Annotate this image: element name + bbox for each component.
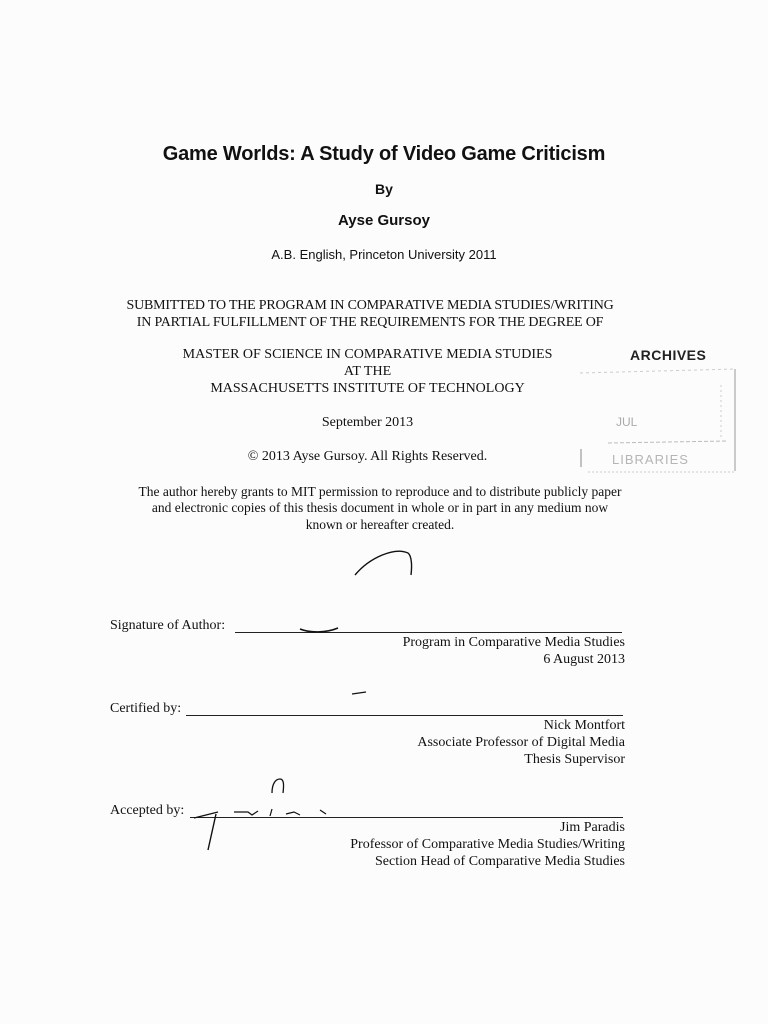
signature-author-program: Program in Comparative Media Studies bbox=[402, 635, 625, 650]
stamp-label: ARCHIVES bbox=[630, 347, 707, 363]
permission-line: and electronic copies of this thesis document in whole or in part in any medium now bbox=[151, 500, 609, 515]
copyright-notice: © 2013 Ayse Gursoy. All Rights Reserved. bbox=[247, 449, 488, 464]
stamp-month: JUL bbox=[616, 415, 638, 429]
signature-author-date: 6 August 2013 bbox=[543, 652, 625, 667]
prior-degree: A.B. English, Princeton University 2011 bbox=[271, 247, 497, 262]
author-name: Ayse Gursoy bbox=[338, 212, 430, 229]
handwritten-mark bbox=[350, 690, 370, 696]
certified-by-line bbox=[186, 715, 623, 716]
submission-line: SUBMITTED TO THE PROGRAM IN COMPARATIVE MEDIA STUDIES/WRITING bbox=[126, 298, 614, 313]
degree-line: MASTER OF SCIENCE IN COMPARATIVE MEDIA STUDIES bbox=[182, 347, 553, 362]
handwritten-mark bbox=[350, 545, 420, 580]
permission-line: The author hereby grants to MIT permission to reproduce and to distribute publicly paper bbox=[138, 484, 622, 499]
acceptor-title: Professor of Comparative Media Studies/Writing bbox=[350, 837, 625, 852]
accepted-by-label: Accepted by: bbox=[110, 803, 185, 818]
supervisor-role: Thesis Supervisor bbox=[524, 752, 625, 767]
certified-by-label: Certified by: bbox=[110, 701, 182, 716]
signature-author-line bbox=[235, 632, 622, 633]
handwritten-mark bbox=[268, 777, 288, 795]
thesis-title: Game Worlds: A Study of Video Game Criticism bbox=[162, 143, 606, 165]
by-label: By bbox=[375, 181, 393, 197]
acceptor-name: Jim Paradis bbox=[560, 820, 625, 835]
submission-date: September 2013 bbox=[321, 415, 414, 430]
permission-line: known or hereafter created. bbox=[305, 517, 455, 532]
stamp-libraries: LIBRARIES bbox=[612, 452, 689, 467]
submission-line: IN PARTIAL FULFILLMENT OF THE REQUIREMENTS FOR THE DEGREE OF bbox=[136, 315, 604, 330]
signature-author-label: Signature of Author: bbox=[110, 618, 226, 633]
supervisor-name: Nick Montfort bbox=[543, 718, 625, 733]
supervisor-title: Associate Professor of Digital Media bbox=[417, 735, 625, 750]
degree-line: AT THE bbox=[343, 364, 392, 379]
degree-line: MASSACHUSETTS INSTITUTE OF TECHNOLOGY bbox=[210, 381, 525, 396]
acceptor-role: Section Head of Comparative Media Studies bbox=[375, 854, 625, 869]
